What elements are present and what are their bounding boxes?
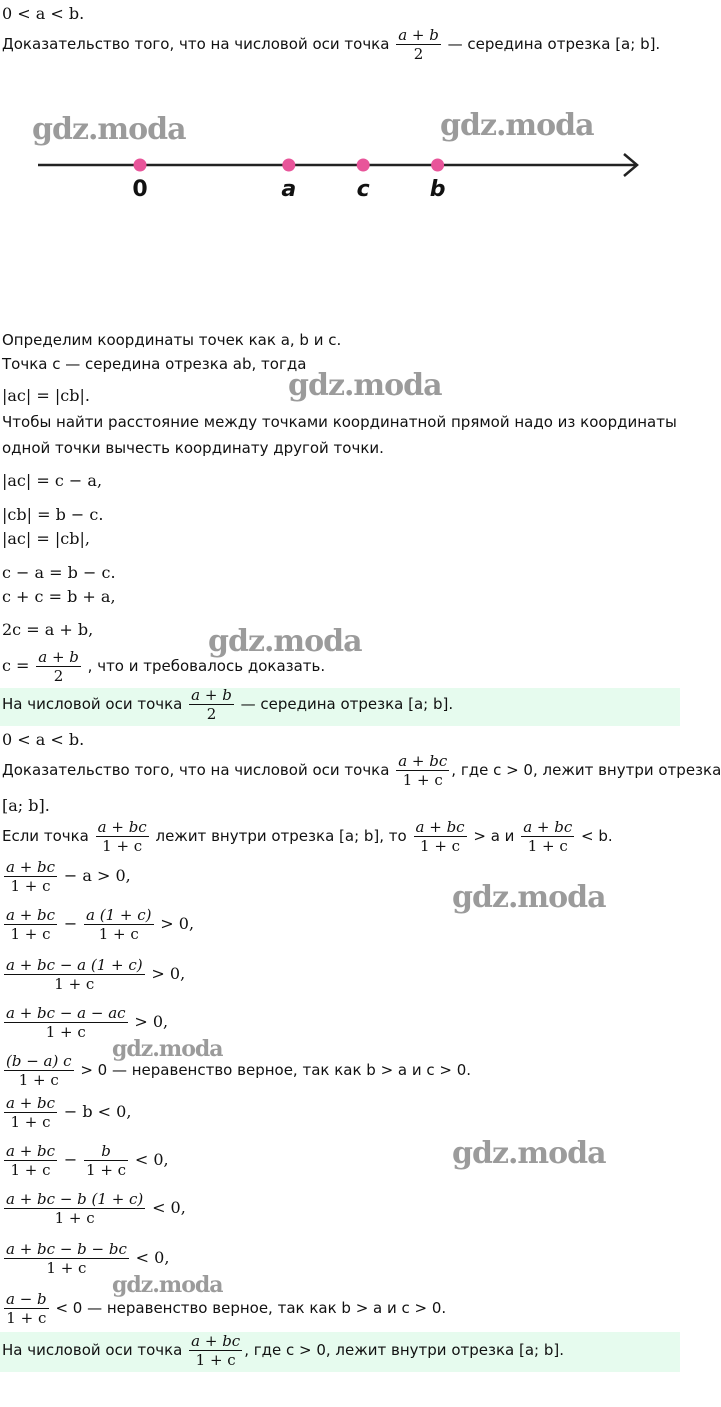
proof-intro-2-cont: [a; b]. xyxy=(2,796,50,815)
step-5: $\frac{(b - a) c}{1 + c}$ > 0 — неравенство верное, так как b > a и c > 0. xyxy=(6,1052,472,1089)
condition-2: 0 < a < b. xyxy=(2,730,85,749)
number-line-point-b xyxy=(431,159,444,172)
equation-7: 2c = a + b, xyxy=(2,620,94,639)
fraction-midpoint: $\frac{a + b}{2}$ xyxy=(398,26,439,63)
equation-2: |ac| = c − a, xyxy=(2,471,103,490)
equation-8: c = $\frac{a + b}{2}$ , что и требовалось доказать. xyxy=(2,648,326,685)
watermark: gdz.moda xyxy=(288,368,442,403)
number-line-point-c xyxy=(357,159,370,172)
number-line-label-a: a xyxy=(281,177,297,202)
step-6: $\frac{a + bc}{1 + c}$ − b < 0, xyxy=(6,1094,132,1131)
step-10: $\frac{a - b}{1 + c}$ < 0 — неравенство верное, так как b > a и c > 0. xyxy=(6,1290,447,1327)
watermark: gdz.moda xyxy=(208,624,362,659)
step-3: $\frac{a + bc - a (1 + c)}{1 + c}$ > 0, xyxy=(6,956,186,993)
equation-4: |ac| = |cb|, xyxy=(2,529,90,548)
step-1: $\frac{a + bc}{1 + c}$ − a > 0, xyxy=(6,858,131,895)
step-2: $\frac{a + bc}{1 + c}$ − $\frac{a (1 + c)}{1 + c}$ > 0, xyxy=(6,906,195,943)
explain-line-1: Чтобы найти расстояние между точками координатной прямой надо из координаты xyxy=(2,413,677,431)
step-8: $\frac{a + bc - b (1 + c)}{1 + c}$ < 0, xyxy=(6,1190,186,1227)
proof-intro-2: Доказательство того, что на числовой оси точка $\frac{a + bc}{1 + c}$ , где c > 0, лежит внутри отрезка xyxy=(2,752,721,789)
answer-2: На числовой оси точка $\frac{a + bc}{1 + c}$ , где c > 0, лежит внутри отрезка [a; b]. xyxy=(2,1332,564,1369)
equation-6: c + c = b + a, xyxy=(2,587,116,606)
midpoint-statement: Точка c — середина отрезка ab, тогда xyxy=(2,355,307,373)
watermark: gdz.moda xyxy=(32,112,186,147)
equation-1: |ac| = |cb|. xyxy=(2,386,90,405)
number-line-label-0: 0 xyxy=(132,177,148,202)
number-line-label-c: c xyxy=(356,177,370,202)
watermark: gdz.moda xyxy=(112,1036,223,1062)
watermark: gdz.moda xyxy=(452,880,606,915)
watermark: gdz.moda xyxy=(452,1136,606,1171)
number-line-label-b: b xyxy=(429,177,446,202)
step-9: $\frac{a + bc - b - bc}{1 + c}$ < 0, xyxy=(6,1240,170,1277)
number-line-point-0 xyxy=(134,159,147,172)
explain-line-2: одной точки вычесть координату другой точки. xyxy=(2,439,384,457)
watermark: gdz.moda xyxy=(440,108,594,143)
step-4: $\frac{a + bc - a - ac}{1 + c}$ > 0, xyxy=(6,1004,169,1041)
answer-1: На числовой оси точка $\frac{a + b}{2}$ — середина отрезка [a; b]. xyxy=(2,686,454,723)
watermark: gdz.moda xyxy=(112,1272,223,1298)
equation-5: c − a = b − c. xyxy=(2,563,116,582)
number-line-point-a xyxy=(282,159,295,172)
equation-3: |cb| = b − c. xyxy=(2,505,104,524)
step-7: $\frac{a + bc}{1 + c}$ − $\frac{b}{1 + c}$ < 0, xyxy=(6,1142,169,1179)
condition-1: 0 < a < b. xyxy=(2,4,85,23)
proof-intro-1: Доказательство того, что на числовой оси точка $\frac{a + b}{2}$ — середина отрезка [a; b]. xyxy=(2,26,661,63)
if-statement: Если точка $\frac{a + bc}{1 + c}$ лежит внутри отрезка [a; b], то $\frac{a + bc}{1 + c}$ > a и $\frac{a + bc}{1 + c}$ < b. xyxy=(2,818,613,855)
define-points: Определим координаты точек как a, b и c. xyxy=(2,331,342,349)
